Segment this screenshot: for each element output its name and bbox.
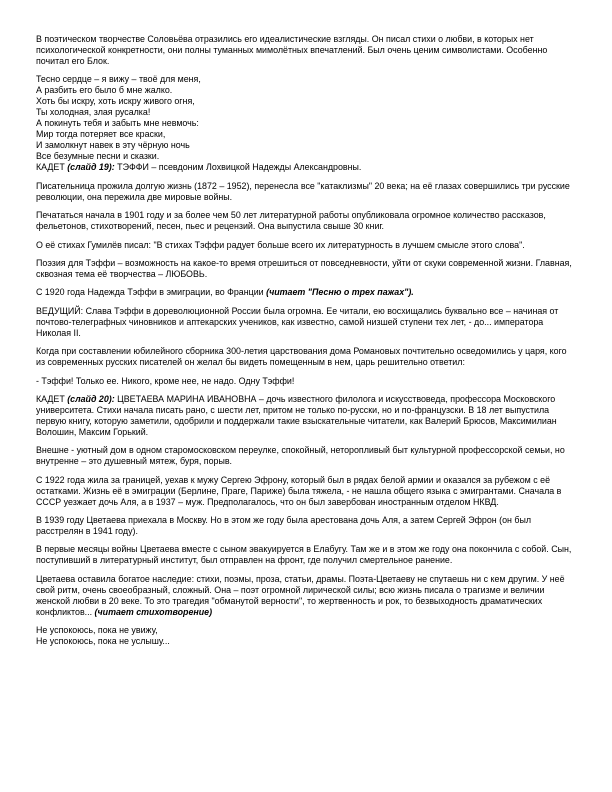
- paragraph-tsvetaeva-return: В 1939 году Цветаева приехала в Москву. Но в этом же году была арестована дочь Аля, а затем Сергей Эфрон (он был расстрелян в 1941 году).: [36, 515, 532, 537]
- poem-line: А покинуть тебя и забыть мне невмочь:: [36, 118, 199, 129]
- paragraph-teffi-life: Писательница прожила долгую жизнь (1872 – 1952), перенесла все "катаклизмы" 20 века; на её глазах совершились три русские революции, она пережила две мировые войны.: [36, 180, 570, 202]
- paragraph-tsvetaeva-intro: [36, 394, 572, 438]
- poem-line: Не успокоюсь, пока не услышу...: [36, 636, 170, 647]
- paragraph-teffi-emigration: [36, 287, 572, 298]
- paragraph-tsvetaeva-emigration: С 1922 года жила за границей, уехав к мужу Сергею Эфрону, который был в рядах белой армии и оказался за рубежом с её остатками. Жизнь её в эмиграции (Берлине, Праге, Париже) была тяжела, - не нашла общего языка с эмигрантами. Сначала в СССР уезжает дочь Аля, а в 1937 – муж. Предполагалось, что он был завербован иностранным отделом НКВД.: [36, 474, 562, 507]
- paragraph-teffi-works: Печататься начала в 1901 году и за более чем 50 лет литературной работы опубликовала огромное количество рассказов, фельетонов, стихотворений, песен, пьес и рецензий. Она выпустила свыше 30 книг.: [36, 210, 546, 232]
- poem-tsvetaeva: [36, 625, 572, 647]
- speaker-label: КАДЕТ: [36, 162, 68, 173]
- paragraph-tsar-answer: - Тэффи! Только ее. Никого, кроме нее, не надо. Одну Тэффи!: [36, 375, 295, 386]
- reading-note: (читает "Песню о трех пажах").: [266, 287, 414, 298]
- paragraph-text: С 1920 года Надежда Тэффи в эмиграции, во Франции: [36, 287, 267, 298]
- speaker-label: КАДЕТ: [36, 393, 68, 404]
- paragraph-solovyov: В поэтическом творчестве Соловьёва отразились его идеалистические взгляды. Он писал стихи о любви, в которых нет психологической конкретности, они полны туманных мимолётных впечатлений. Был очень ценим символистами. Особенно почитал его Блок.: [36, 34, 548, 66]
- poem-line: Ты холодная, злая русалка!: [36, 107, 151, 118]
- paragraph-teffi-intro: [36, 162, 572, 173]
- paragraph-tsvetaeva-war: В первые месяцы войны Цветаева вместе с сыном эвакуируется в Елабугу. Там же и в этом же году она покончила с собой. Сын, поступивший в литературный институт, был отправлен на фронт, где получил смертельное ранение.: [36, 544, 572, 566]
- paragraph-gumilev-quote: О её стихах Гумилёв писал: "В стихах Тэффи радует больше всего их литературность в лучшем смысле этого слова".: [36, 239, 525, 250]
- reading-note: (читает стихотворение): [94, 606, 213, 617]
- slide-note: (слайд 19):: [67, 162, 115, 173]
- poem-solovyov: [36, 74, 572, 162]
- paragraph-text: ЦВЕТАЕВА МАРИНА ИВАНОВНА – дочь известного филолога и искусствоведа, профессора Московского университета. Стихи начала писать рано, с шести лет, притом не только по-русски, но и по-французски. В 18 лет выпустила первую книгу, которую заметили, одобрили и поддержали такие взыскательные читатели, как Валерий Брюсов, Максимилиан Волошин, Максим Горький.: [36, 393, 557, 437]
- paragraph-tsvetaeva-legacy: [36, 574, 572, 618]
- poem-line: Мир тогда потеряет все краски,: [36, 129, 166, 140]
- slide-note: (слайд 20):: [67, 393, 115, 404]
- paragraph-text: ТЭФФИ – псевдоним Лохвицкой Надежды Александровны.: [114, 162, 362, 173]
- poem-line: И замолкнут навек в эту чёрную ночь: [36, 140, 190, 151]
- poem-line: А разбить его было б мне жалко.: [36, 85, 173, 96]
- poem-line: Тесно сердце – я вижу – твоё для меня,: [36, 74, 201, 85]
- document-page: [36, 34, 572, 655]
- poem-line: Не успокоюсь, пока не увижу,: [36, 625, 158, 636]
- paragraph-teffi-poetry: Поэзия для Тэффи – возможность на какое-то время отрешиться от повседневности, уйти от скуки современной жизни. Главная, сквозная тема её творчества – ЛЮБОВЬ.: [36, 257, 572, 279]
- paragraph-tsar-anecdote: Когда при составлении юбилейного сборника 300-летия царствования дома Романовых почтительно осведомились у царя, кого из современных русских писателей он желал бы видеть помещенным в нем, царь решительно ответил:: [36, 346, 567, 368]
- poem-line: Все безумные песни и сказки.: [36, 151, 160, 162]
- poem-line: Хоть бы искру, хоть искру живого огня,: [36, 96, 195, 107]
- paragraph-host-teffi: ВЕДУЩИЙ: Слава Тэффи в дореволюционной России была огромна. Ее читали, ею восхищались буквально все – начиная от почтово-телеграфных чиновников и аптекарских учеников, как известно, самой низшей ступени тех лет, - до... императора Николая II.: [36, 305, 559, 338]
- paragraph-text: Цветаева оставила богатое наследие: стихи, поэмы, проза, статьи, драмы. Поэта-Цветаеву не спутаешь ни с кем другим. У неё свой ритм, очень своеобразный, сложный. Она – поэт огромной лирической силы; всю жизнь писала о трагизме и величии женской любви в 20 веке. То это трагедия "обманутой верности", то жертвенность и рок, то безвыходность драматических конфликтов...: [36, 573, 565, 617]
- paragraph-tsvetaeva-home: Внешне - уютный дом в одном старомосковском переулке, спокойный, неторопливый быт культурной профессорской семьи, но внутренне – это душевный мятеж, буря, порыв.: [36, 445, 565, 467]
